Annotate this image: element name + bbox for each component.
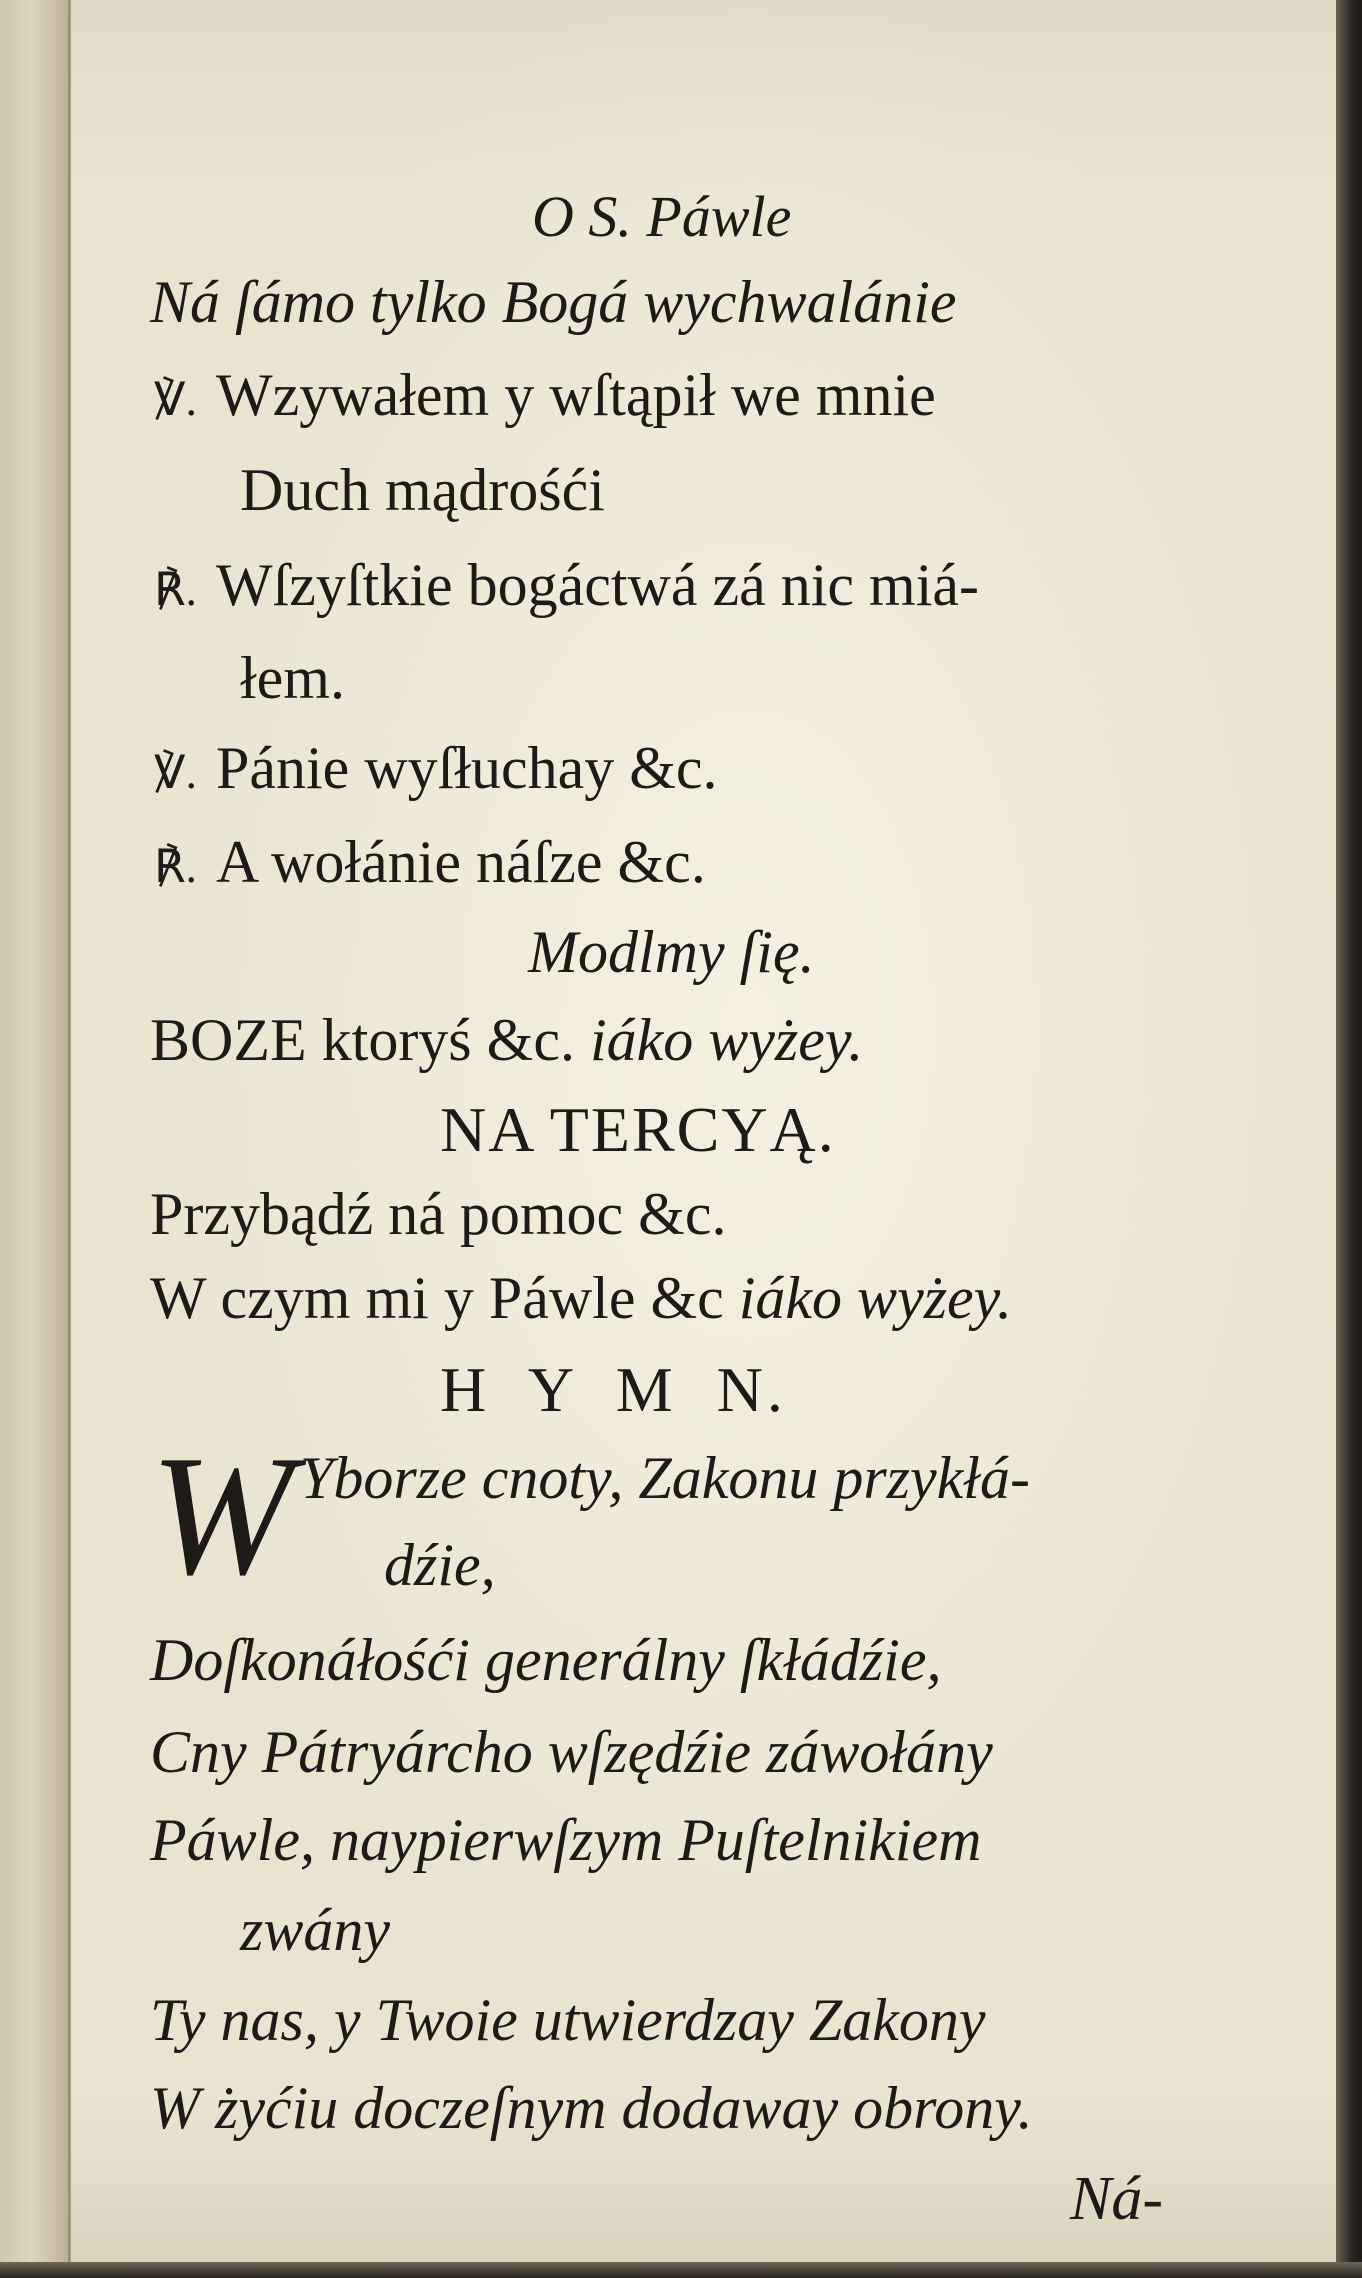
text-line	[154, 829, 706, 895]
text-line-roman: BOZE ktoryś &c.	[150, 1007, 575, 1073]
text-line	[150, 1007, 864, 1073]
catchword: Ná-	[1070, 2165, 1163, 2233]
text-line: Ná ſámo tylko Bogá wychwalánie	[150, 269, 957, 335]
text-line: Przybądź ná pomoc &c.	[150, 1181, 727, 1247]
text-line	[154, 552, 979, 618]
text-line	[154, 735, 718, 801]
right-page-edge	[1336, 0, 1362, 2278]
hymn-line: Páwle, naypierwſzym Puſtelnikiem	[150, 1807, 982, 1873]
hymn-line: W żyćiu doczeſnym dodaway obrony.	[150, 2075, 1033, 2141]
text-line	[150, 1265, 1013, 1331]
text-line-roman: W czym mi y Páwle &c	[150, 1265, 724, 1331]
drop-cap: W	[150, 1421, 294, 1611]
text-line: łem.	[240, 645, 345, 711]
text-line-content: Wſzyſtkie bogáctwá zá nic miá-	[216, 552, 979, 618]
hymn-heading: H Y M N.	[440, 1354, 787, 1425]
running-title: O S. Páwle	[532, 184, 792, 249]
text-line: Duch mądrośći	[240, 457, 605, 523]
versicle-symbol: ℣.	[154, 374, 197, 425]
section-heading: NA TERCYĄ.	[440, 1094, 836, 1165]
versicle-symbol: ℣.	[154, 747, 197, 798]
hymn-line: dźie,	[384, 1532, 496, 1598]
hymn-line: Doſkonáłośći generálny ſkłádźie,	[150, 1627, 942, 1693]
text-line-italic: iáko wyżey.	[738, 1265, 1013, 1331]
page-gutter	[0, 0, 70, 2278]
hymn-line: Yborze cnoty, Zakonu przykłá-	[300, 1445, 1030, 1511]
gutter-fold	[68, 0, 71, 2278]
text-line-content: Pánie wyſłuchay &c.	[216, 735, 718, 801]
text-line-content: A wołánie náſze &c.	[216, 829, 706, 895]
response-symbol: ℟.	[154, 841, 197, 892]
text-line-content: Wzywałem y wſtąpił we mnie	[216, 362, 936, 428]
hymn-line: Ty nas, y Twoie utwierdzay Zakony	[150, 1987, 986, 2053]
heading-modlmy: Modlmy ſię.	[528, 919, 815, 985]
text-line-italic: iáko wyżey.	[589, 1007, 864, 1073]
text-line	[154, 362, 936, 428]
hymn-line: Cny Pátryárcho wſzędźie záwołány	[150, 1719, 993, 1785]
bottom-page-edge	[0, 2262, 1362, 2278]
hymn-line: zwány	[240, 1897, 390, 1963]
response-symbol: ℟.	[154, 564, 197, 615]
